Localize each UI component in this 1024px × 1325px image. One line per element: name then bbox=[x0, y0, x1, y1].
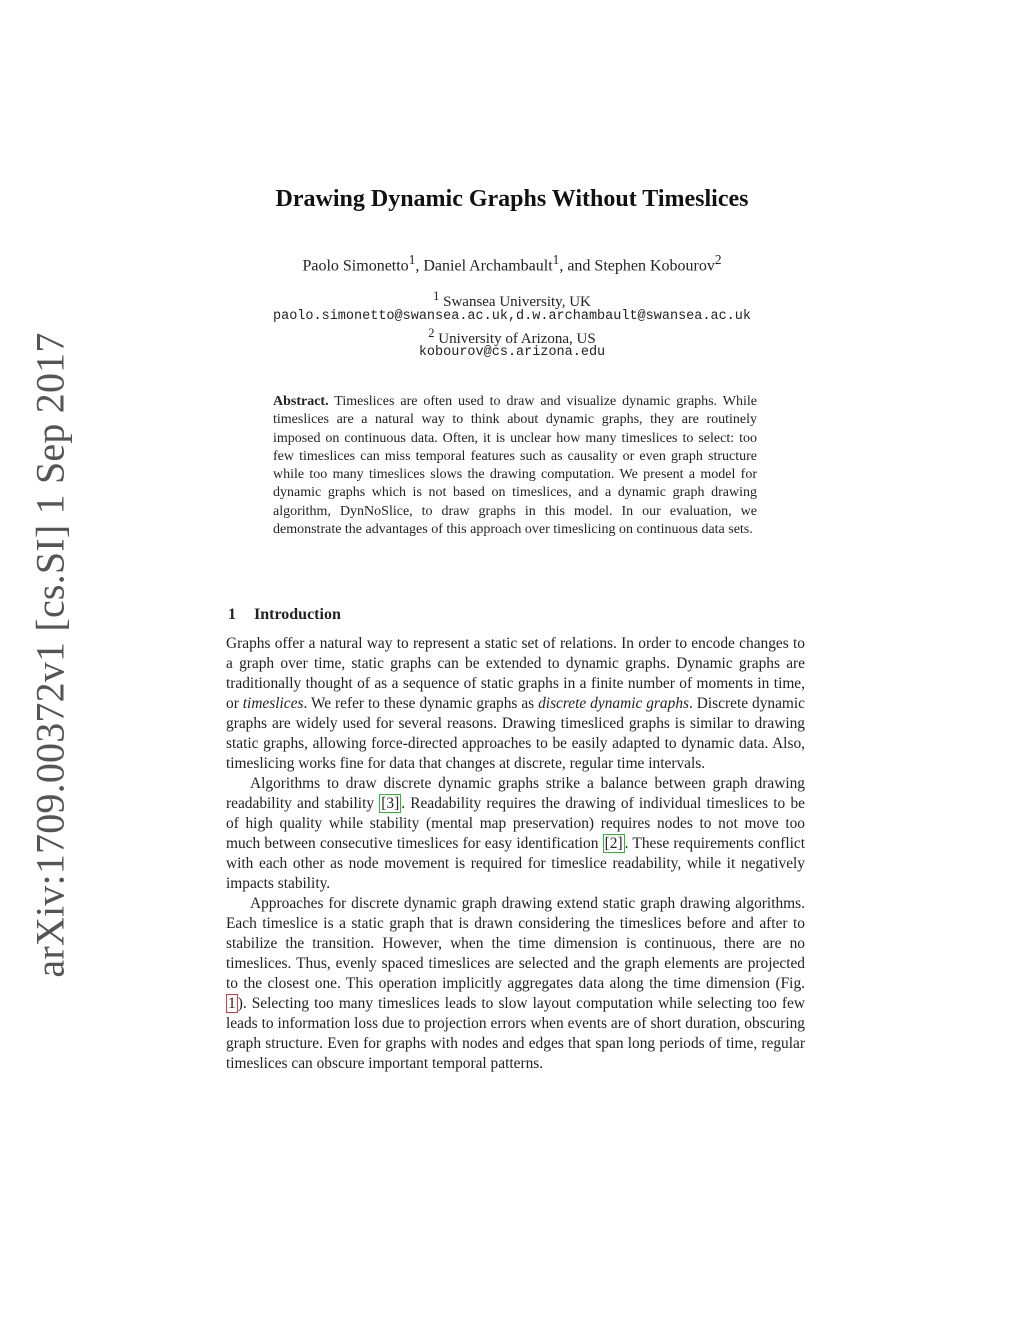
author-1-affil: 1 bbox=[408, 252, 416, 267]
author-list: Paolo Simonetto$^1$, Daniel Archambault$^1$, and Stephen Kobourov$^2$ bbox=[302, 252, 722, 275]
author-3-affil: 2 bbox=[714, 252, 722, 267]
abstract-text: Timeslices are often used to draw and visualize dynamic graphs. While timeslices are a natural way to think about dynamic graphs, they are routinely imposed on continuous data. Often, it is unclear how many timeslices to select: too few timeslices can miss temporal features such as causality or even graph structure while too many timeslices slows the drawing computation. We present a model for dynamic graphs which is not based on timeslices, and a dynamic graph drawing algorithm, DynNoSlice, to draw graphs in this model. In our evaluation, we demonstrate the advantages of this approach over timeslicing on continuous data sets. bbox=[273, 394, 757, 538]
term-timeslices: timeslices bbox=[242, 695, 304, 712]
paragraph-1-text-c: . Discrete dynamic graphs are widely used for several reasons. Drawing timesliced graphs is similar to drawing static graphs, allowing force-directed approaches to be easily adapted to dynamic data. Also, timeslicing works fine for data that changes at discrete, regular time intervals. bbox=[226, 695, 805, 772]
paragraph-3-text-b: ). Selecting too many timeslices leads to slow layout computation while selecting too few leads to information loss due to projection errors when events are of short duration, obscuring graph structure. Even for graphs with nodes and edges that span long periods of time, regular timeslices can obscure important temporal patterns. bbox=[226, 995, 805, 1072]
paragraph-3 bbox=[226, 894, 805, 1074]
author-2: Daniel Archambault bbox=[423, 257, 553, 275]
paragraph-1 bbox=[226, 634, 805, 774]
affiliation-2-mark: 2 bbox=[428, 326, 435, 340]
arxiv-identifier bbox=[20, 332, 80, 978]
introduction-body bbox=[226, 634, 805, 1074]
term-discrete-dynamic-graphs: discrete dynamic graphs bbox=[538, 695, 690, 712]
affiliation-1 bbox=[0, 289, 1024, 311]
arxiv-identifier-text: arXiv:1709.00372v1 [cs.SI] 1 Sep 2017 bbox=[27, 332, 73, 978]
affiliation-2-email: kobourov@cs.arizona.edu bbox=[418, 345, 606, 360]
paragraph-3-text-a: Approaches for discrete dynamic graph drawing extend static graph drawing algorithms. Each timeslice is a static graph that is drawn considering the timeslices before and after to stabilize the transition. However, when the time dimension is continuous, there are no timeslices. Thus, evenly spaced timeslices are selected and the graph elements are projected to the closest one. This operation implicitly aggregates data along the time dimension (Fig. bbox=[226, 895, 805, 992]
section-number: 1 bbox=[228, 606, 236, 623]
paragraph-2-text-c: . These requirements conflict with each other as node movement is required for timeslice readability, while it negatively impacts stability. bbox=[226, 835, 805, 892]
affiliation-1-mark: 1 bbox=[433, 289, 440, 303]
affiliation-1-name: Swansea University, UK bbox=[443, 294, 591, 310]
paragraph-2-text-a: Algorithms to draw discrete dynamic graphs strike a balance between graph drawing readability and stability bbox=[226, 775, 805, 812]
paragraph-1-text-b: . We refer to these dynamic graphs as bbox=[303, 695, 539, 712]
paper-title: Drawing Dynamic Graphs Without Timeslices bbox=[275, 186, 749, 212]
paragraph-2-text-b: . Readability requires the drawing of individual timeslices to be of high quality while stability (mental map preservation) requires nodes to not move too much between consecutive timeslices for easy identification bbox=[226, 795, 805, 852]
paragraph-2 bbox=[226, 774, 805, 894]
author-3: and Stephen Kobourov bbox=[567, 257, 715, 275]
citation-link[interactable]: [3] bbox=[381, 795, 400, 812]
author-1: Paolo Simonetto bbox=[302, 257, 409, 275]
abstract bbox=[273, 393, 757, 539]
affiliation-2-name: University of Arizona, US bbox=[438, 331, 596, 347]
section-heading bbox=[228, 606, 341, 624]
abstract-label: Abstract. bbox=[273, 394, 329, 409]
figure-reference-link[interactable]: 1 bbox=[228, 995, 236, 1012]
section-title: Introduction bbox=[254, 606, 341, 623]
paragraph-1-text-a: Graphs offer a natural way to represent a static set of relations. In order to encode changes to a graph over time, static graphs can be extended to dynamic graphs. Dynamic graphs are traditionally thought of as a sequence of static graphs in a finite number of moments in time, or bbox=[226, 635, 805, 712]
citation-link[interactable]: [2] bbox=[604, 835, 623, 852]
affiliation-1-email: paolo.simonetto@swansea.ac.uk,d.w.archambault@swansea.ac.uk bbox=[273, 309, 751, 324]
author-2-affil: 1 bbox=[552, 252, 560, 267]
